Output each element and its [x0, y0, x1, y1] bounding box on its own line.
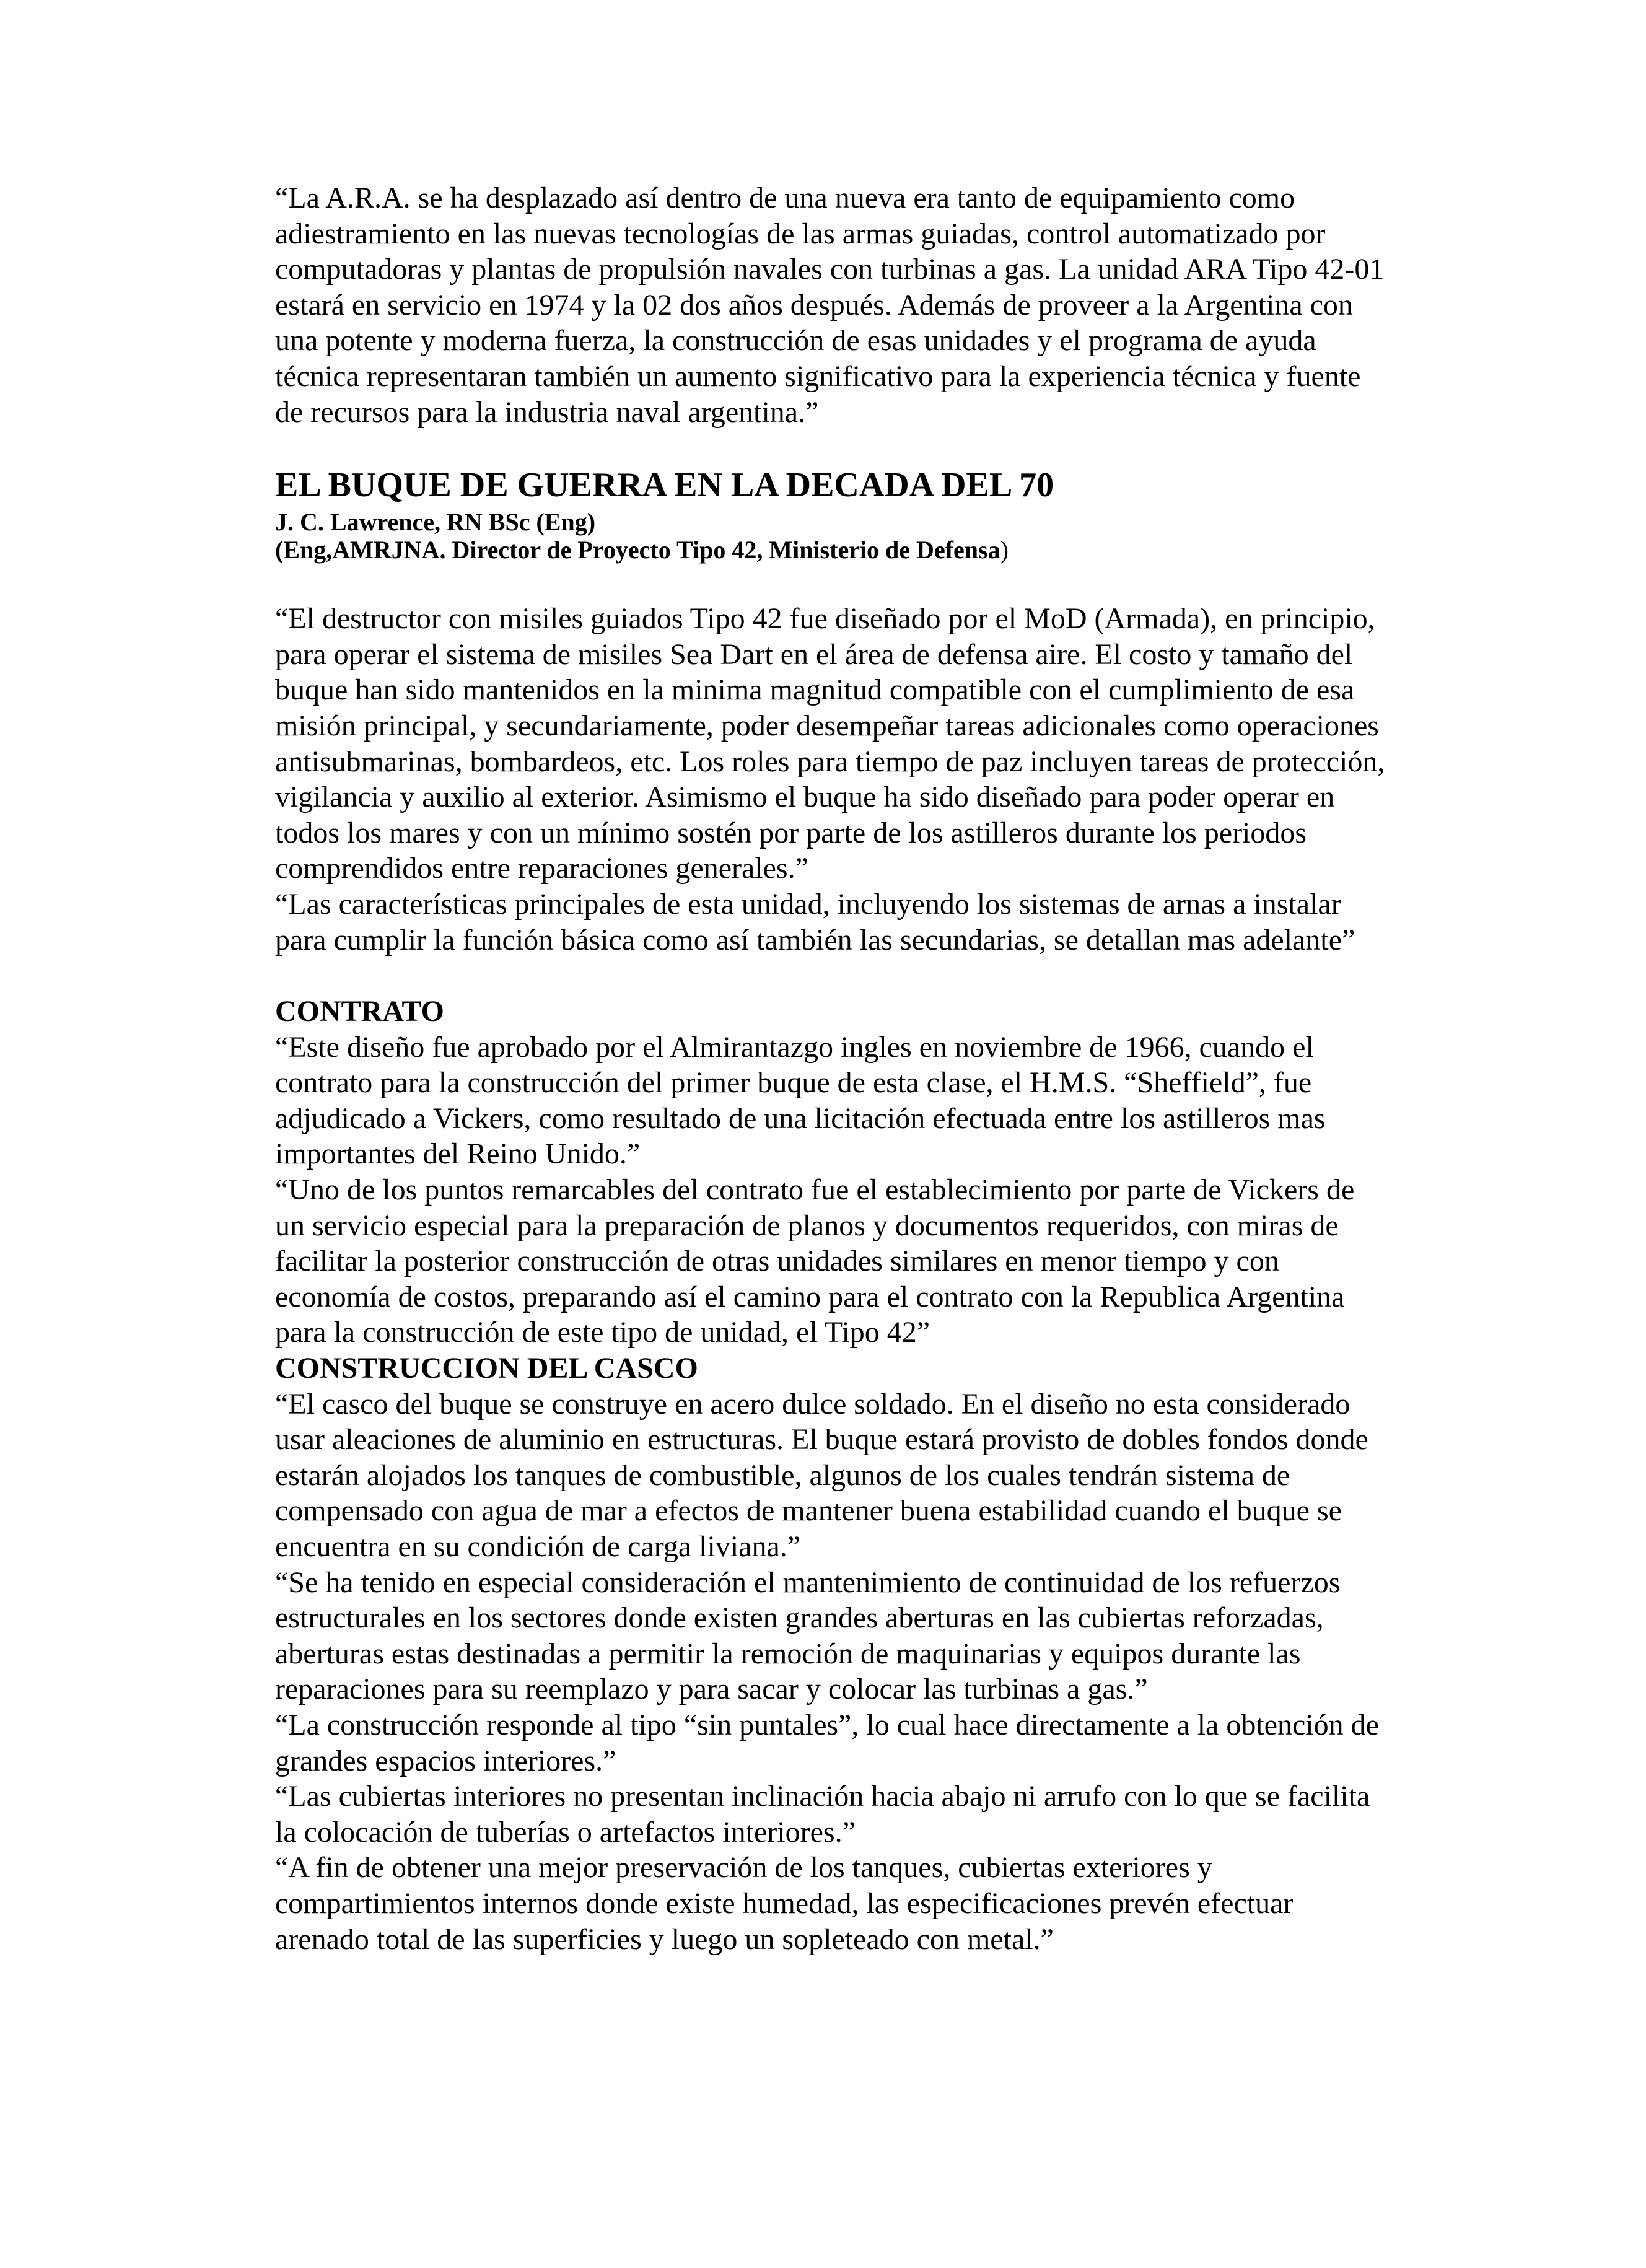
article-author: J. C. Lawrence, RN BSc (Eng): [275, 508, 596, 536]
article-paragraph: “Las características principales de esta unidad, incluyendo los sistemas de arnas a instalar para cumplir la función básica como así también las secundarias, se detallan mas adelante”: [275, 887, 1355, 957]
affiliation-text: (Eng,AMRJNA. Director de Proyecto Tipo 42, Ministerio de Defensa: [275, 536, 1000, 564]
section-heading-construccion-del-casco: CONSTRUCCION DEL CASCO: [275, 1352, 698, 1385]
article-affiliation: [275, 536, 1390, 564]
intro-paragraph: “La A.R.A. se ha desplazado así dentro de una nueva era tanto de equipamiento como adiestramiento en las nuevas tecnologías de las armas guiadas, control automatizado por computadoras y plantas de propulsión navales con turbinas a gas. La unidad ARA Tipo 42-01 estará en servicio en 1974 y la 02 dos años después. Además de proveer a la Argentina con una potente y moderna fuerza, la construcción de esas unidades y el programa de ayuda técnica representaran también un aumento significativo para la experiencia técnica y fuente de recursos para la industria naval argentina.”: [275, 182, 1385, 429]
section-heading-contrato: CONTRATO: [275, 995, 444, 1028]
document-body: [275, 180, 1390, 1957]
affiliation-close: ): [1000, 536, 1009, 564]
section-paragraph: “Se ha tenido en especial consideración el mantenimiento de continuidad de los refuerzos estructurales en los sectores donde existen grandes aberturas en las cubiertas reforzadas, aberturas estas destinadas a permitir la remoción de maquinarias y equipos durante las reparaciones para su reemplazo y para sacar y colocar las turbinas a gas.”: [275, 1565, 1341, 1706]
section-paragraph: “Uno de los puntos remarcables del contrato fue el establecimiento por parte de Vickers de un servicio especial para la preparación de planos y documentos requeridos, con miras de facilitar la posterior construcción de otras unidades similares en menor tiempo y con economía de costos, preparando así el camino para el contrato con la Republica Argentina para la construcción de este tipo de unidad, el Tipo 42”: [275, 1173, 1355, 1349]
section-paragraph: “A fin de obtener una mejor preservación de los tanques, cubiertas exteriores y compartimientos internos donde existe humedad, las especificaciones prevén efectuar arenado total de las superficies y luego un sopleteado con metal.”: [275, 1851, 1294, 1956]
article-paragraph: “El destructor con misiles guiados Tipo 42 fue diseñado por el MoD (Armada), en principio, para operar el sistema de misiles Sea Dart en el área de defensa aire. El costo y tamaño del buque han sido mantenidos en la minima magnitud compatible con el cumplimiento de esa misión principal, y secundariamente, poder desempeñar tareas adicionales como operaciones antisubmarinas, bombardeos, etc. Los roles para tiempo de paz incluyen tareas de protección, vigilancia y auxilio al exterior. Asimismo el buque ha sido diseñado para poder operar en todos los mares y con un mínimo sostén por parte de los astilleros durante los periodos comprendidos entre reparaciones generales.”: [275, 602, 1385, 885]
article-title: EL BUQUE DE GUERRA EN LA DECADA DEL 70: [275, 466, 1054, 505]
section-paragraph: “Las cubiertas interiores no presentan inclinación hacia abajo ni arrufo con lo que se facilita la colocación de tuberías o artefactos interiores.”: [275, 1780, 1370, 1849]
section-paragraph: “Este diseño fue aprobado por el Almirantazgo ingles en noviembre de 1966, cuando el contrato para la construcción del primer buque de esta clase, el H.M.S. “Sheffield”, fue adjudicado a Vickers, como resultado de una licitación efectuada entre los astilleros mas importantes del Reino Unido.”: [275, 1030, 1326, 1171]
section-paragraph: “El casco del buque se construye en acero dulce soldado. En el diseño no esta considerado usar aleaciones de aluminio en estructuras. El buque estará provisto de dobles fondos donde estarán alojados los tanques de combustible, algunos de los cuales tendrán sistema de compensado con agua de mar a efectos de mantener buena estabilidad cuando el buque se encuentra en su condición de carga liviana.”: [275, 1387, 1368, 1563]
section-paragraph: “La construcción responde al tipo “sin puntales”, lo cual hace directamente a la obtención de grandes espacios interiores.”: [275, 1708, 1379, 1777]
